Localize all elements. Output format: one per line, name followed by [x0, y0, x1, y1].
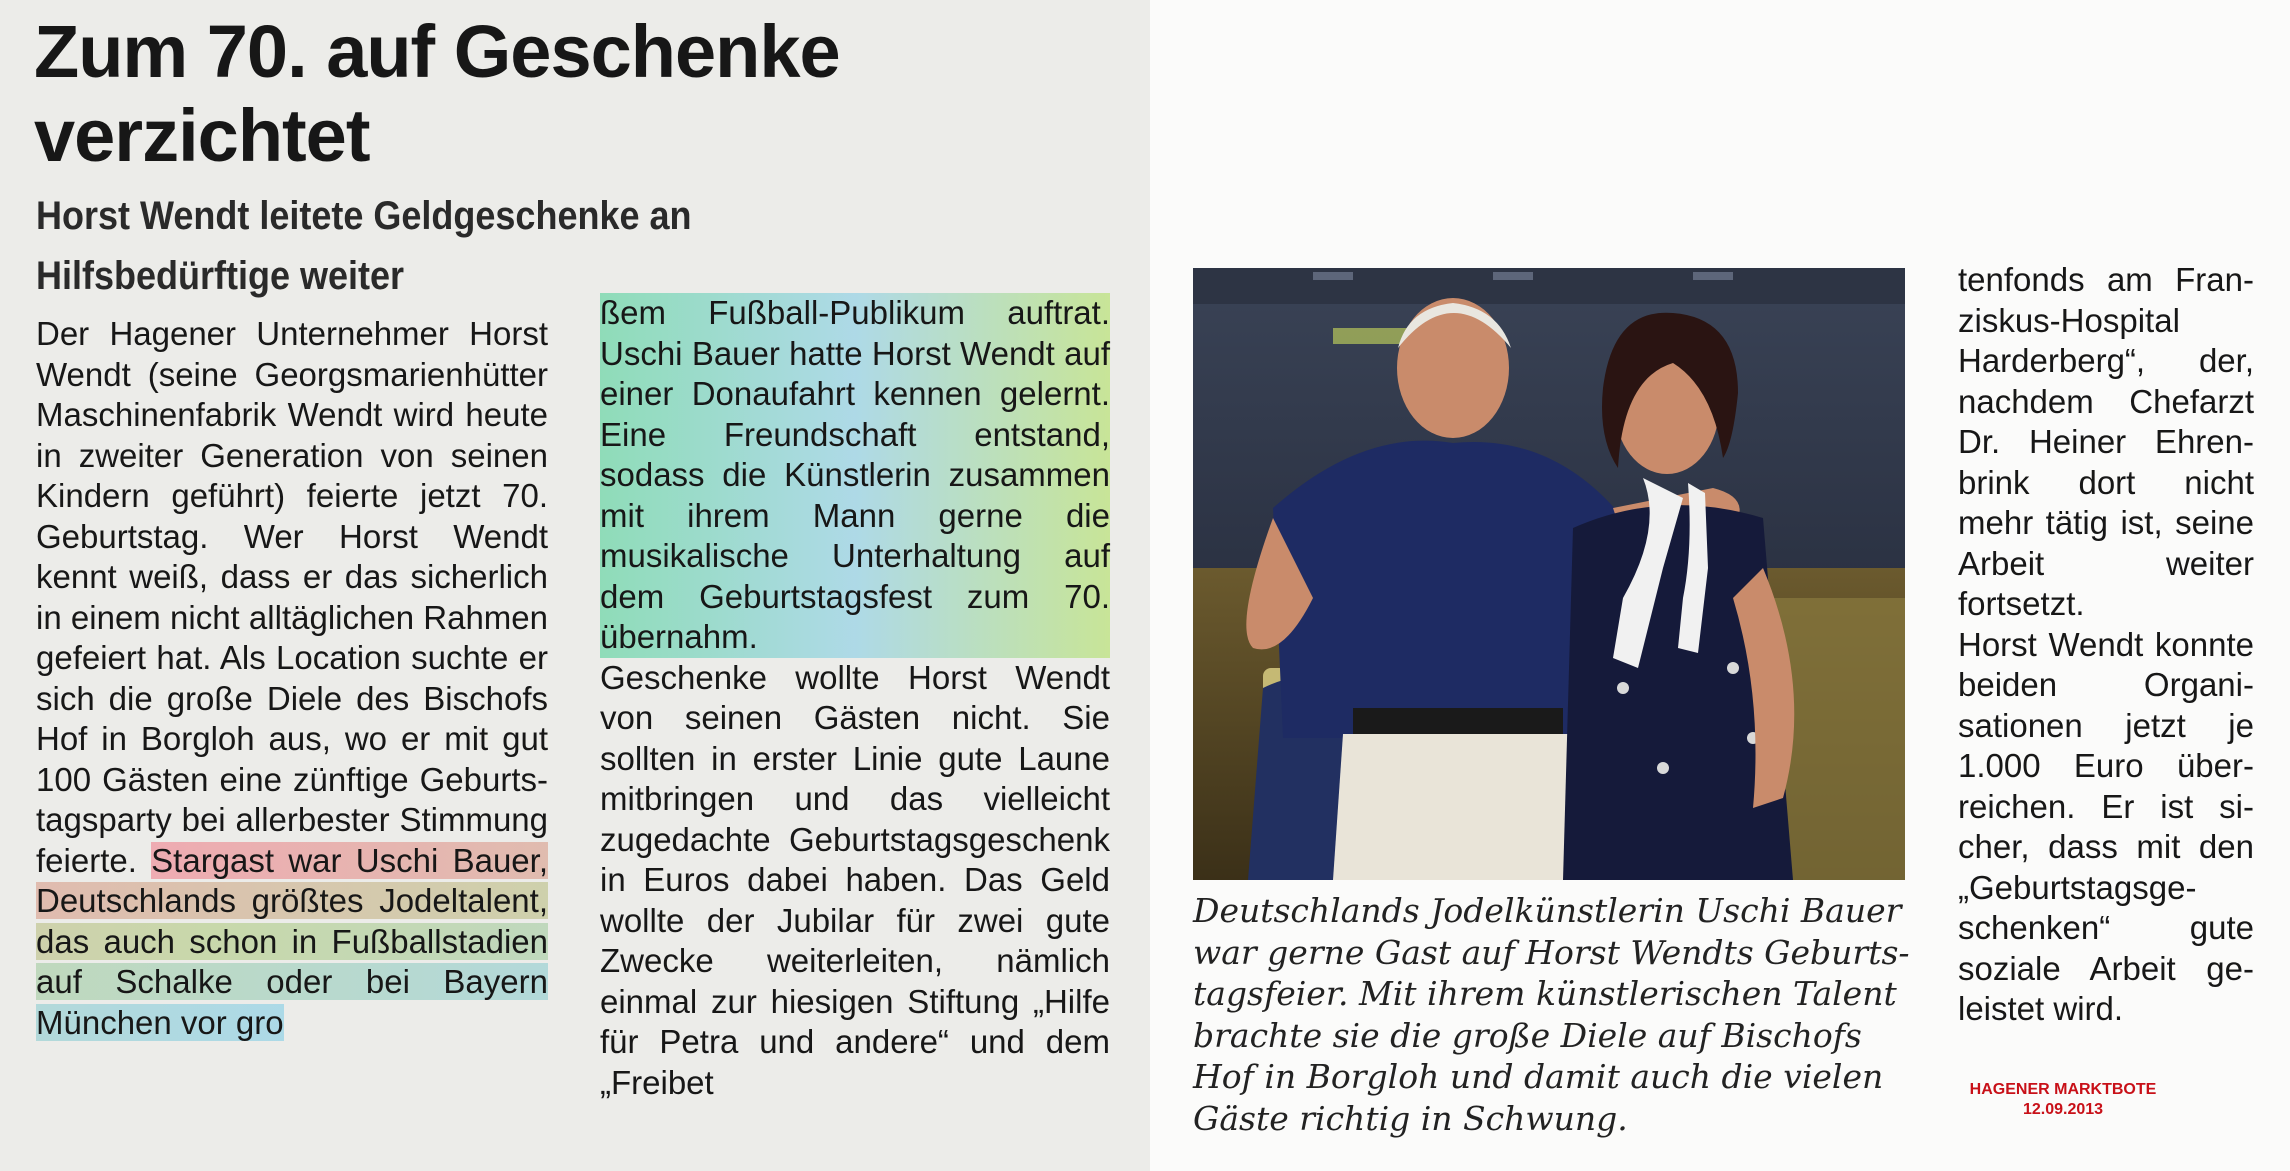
column-3-paragraph-2: Horst Wendt konnte beiden Organisationen jetzt je 1.000 Euro überreichen. Er ist sicher, dass mit den „Geburtstagsgeschenken“ gute soziale Arbeit geleistet wird.: [1958, 625, 2254, 1027]
article-photo: [1193, 268, 1905, 880]
source-stamp: [1950, 1080, 2176, 1120]
highlighted-passage-2: ßem Fußball-Publikum auftrat. Uschi Bauer hatte Horst Wendt auf einer Donaufahrt kennen gelernt. Eine Freundschaft entstand, sodass die Künstlerin zusammen mit ihrem Mann gerne die musikalische Unterhaltung auf dem Geburtstagsfest zum 70. übernahm.: [600, 293, 1110, 658]
column-1-text: Der Hagener Unternehmer Horst Wendt (seine Georgsmarienhütter Maschinenfabrik Wendt wird heute in zweiter Generation von seinen Kindern geführt) feierte jetzt 70. Geburtstag. Wer Horst Wendt kennt weiß, dass er das sicherlich in einem nicht alltäglichen Rahmen gefeiert hat. Als Location suchte er sich die große Diele des Bischofs Hof in Borgloh aus, wo er mit gut 100 Gästen eine zünftige Geburtstagsparty bei allerbester Stimmung feierte.: [36, 315, 548, 879]
article-column-3: [1958, 260, 2254, 1030]
column-2-text: Geschenke wollte Horst Wendt von seinen Gästen nicht. Sie sollten in erster Linie gute Laune mitbringen und das vielleicht zugedachte Geburtstagsgeschenk in Euros dabei haben. Das Geld wollte der Jubilar für zwei gute Zwecke weiterleiten, nämlich einmal zur hiesigen Stiftung „Hilfe für Petra und andere“ und dem „Freibet: [600, 658, 1110, 1101]
column-3-paragraph-1: tenfonds am Franziskus-Hospital Harderberg“, der, nachdem Chefarzt Dr. Heiner Ehrenbrink dort nicht mehr tätig ist, seine Arbeit weiter fortsetzt.: [1958, 261, 2254, 622]
article-column-2: [600, 293, 1110, 1103]
highlighted-passage-1: Stargast war Uschi Bauer, Deutschlands größtes Jodeltalent, das auch schon in Fußballstadien auf Schalke oder bei Bayern München vor gro: [36, 841, 548, 1041]
article-subheadline: Horst Wendt leitete Geldgeschenke an Hilfsbedürftige weiter: [36, 194, 692, 298]
photo-caption: Deutschlands Jodelkünstlerin Uschi Bauer war gerne Gast auf Horst Wendts Geburtstagsfeier. Mit ihrem künstlerischen Talent brachte sie die große Diele auf Bischofs Hof in Borgloh und damit auch die vielen Gäste richtig in Schwung.: [1193, 891, 1910, 1138]
article-headline: Zum 70. auf Geschenke verzichtet: [34, 10, 840, 177]
source-publication: HAGENER MARKTBOTE: [1969, 1081, 2157, 1098]
source-date: 12.09.2013: [2022, 1101, 2104, 1118]
article-column-1: [36, 314, 548, 1043]
